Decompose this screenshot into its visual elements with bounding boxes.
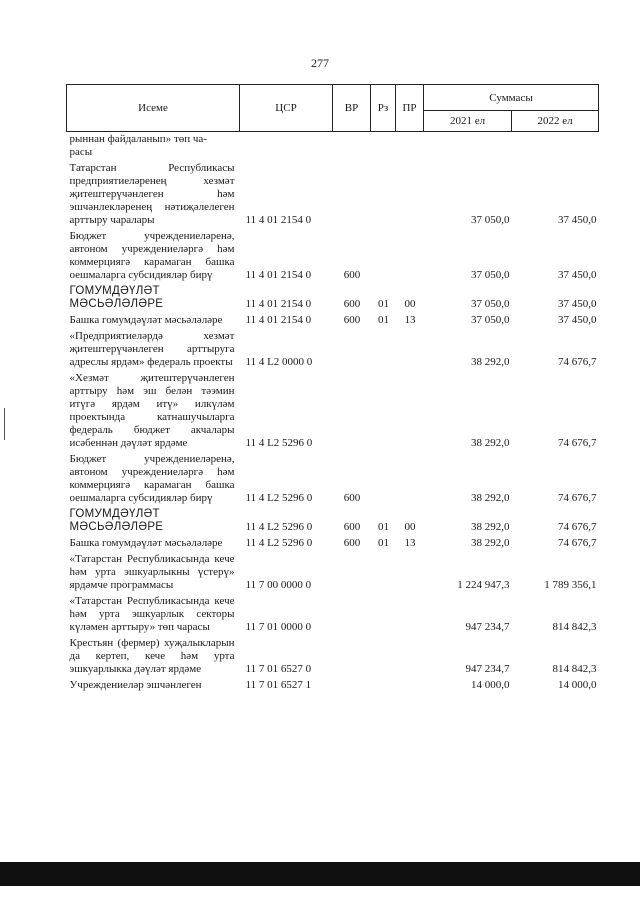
cell-csr: 11 7 01 0000 0 [245,621,312,633]
cell-rz: 01 [378,298,389,310]
table-row [67,329,599,371]
cell-name: Учреждениеләр эшчәнлеген [69,679,202,691]
cell-rz [371,452,396,507]
cell-csr: 11 4 L2 5296 0 [245,437,313,449]
cell-vr: 600 [343,314,361,326]
cell-sum-2021 [424,132,512,162]
header-year-2021: 2021 ел [424,111,512,132]
cell-sum-2021: 947 234,7 [465,621,510,633]
table-row [67,313,599,329]
page-number: 277 [311,56,329,70]
cell-vr: 600 [343,521,361,533]
table-row [67,678,599,694]
cell-sum-2021: 947 234,7 [465,663,510,675]
cell-pr [396,132,424,162]
cell-csr: 11 4 L2 5296 0 [245,537,313,549]
cell-vr [333,678,371,694]
cell-name: «Татарстан Республикасында кече һәм урта эшкуарлыкны үстерү» ярдәмче программасы [69,553,235,591]
header-vr: ВР [333,85,371,132]
table-row [67,636,599,678]
cell-sum-2021: 1 224 947,3 [457,579,510,591]
cell-vr [333,636,371,678]
table-row [67,284,599,313]
cell-name: рыннан файдаланып» төп ча- расы [69,133,207,158]
cell-csr: 11 7 01 6527 0 [245,663,312,675]
cell-sum-2022: 814 842,3 [552,663,597,675]
cell-vr: 600 [343,298,361,310]
cell-pr [396,678,424,694]
cell-name: ГОМУМДӘҮЛӘТ МӘСЬӘЛӘЛӘРЕ [69,285,164,310]
cell-name: Башка гомумдәүләт мәсьәләләре [69,314,223,326]
cell-sum-2021: 37 050,0 [471,298,510,310]
cell-rz [371,552,396,594]
cell-rz [371,371,396,452]
table-row [67,229,599,284]
cell-name: Крестьян (фермер) хуҗалыкларын да кертеп, кече һәм урта эшкуарлыкка дәүләт ярдәме [69,637,235,675]
cell-pr [396,161,424,229]
cell-sum-2022: 14 000,0 [558,679,597,691]
cell-vr [333,371,371,452]
cell-rz [371,329,396,371]
cell-sum-2022: 37 450,0 [558,269,597,281]
cell-pr [396,636,424,678]
table-row [67,452,599,507]
cell-sum-2021: 38 292,0 [471,437,510,449]
budget-table [66,84,599,694]
cell-sum-2021: 37 050,0 [471,214,510,226]
cell-csr: 11 4 01 2154 0 [245,214,312,226]
table-row [67,507,599,536]
cell-sum-2022: 74 676,7 [558,521,597,533]
cell-name: ГОМУМДӘҮЛӘТ МӘСЬӘЛӘЛӘРЕ [69,508,164,533]
cell-vr [333,161,371,229]
header-year-2022: 2022 ел [512,111,599,132]
cell-rz [371,594,396,636]
cell-pr [396,329,424,371]
cell-name: Бюджет учреждениеләренә, автоном учреждениеләргә һәм коммерциягә карамаган башка оешмаларга субсидияләр бирү [69,453,235,504]
cell-name: «Предприятиеләрдә хезмәт җитештерүчәнлеген арттыруга адреслы ярдәм» федераль проекты [69,330,235,368]
cell-name: Бюджет учреждениеләренә, автоном учреждениеләргә һәм коммерциягә карамаган башка оешмаларга субсидияләр бирү [69,230,235,281]
header-name: Исеме [67,85,240,132]
table-row [67,536,599,552]
cell-pr: 00 [404,521,416,533]
cell-sum-2022: 74 676,7 [558,537,597,549]
cell-sum-2022: 74 676,7 [558,356,597,368]
cell-pr: 13 [404,314,416,326]
cell-rz [371,132,396,162]
cell-vr: 600 [343,269,361,281]
margin-mark [4,408,5,440]
cell-sum-2022: 37 450,0 [558,314,597,326]
cell-sum-2022: 74 676,7 [558,492,597,504]
cell-sum-2022: 74 676,7 [558,437,597,449]
cell-csr: 11 4 L2 5296 0 [245,521,313,533]
cell-vr [333,552,371,594]
cell-vr [333,132,371,162]
cell-name: Башка гомумдәүләт мәсьәләләре [69,537,223,549]
cell-csr: 11 4 L2 0000 0 [245,356,313,368]
cell-pr [396,452,424,507]
header-sums: Суммасы [424,85,599,111]
header-csr: ЦСР [240,85,333,132]
header-pr: ПР [396,85,424,132]
cell-sum-2021: 14 000,0 [471,679,510,691]
cell-csr: 11 7 00 0000 0 [245,579,312,591]
table-row [67,371,599,452]
cell-csr: 11 7 01 6527 1 [245,679,312,691]
cell-sum-2022: 814 842,3 [552,621,597,633]
cell-vr: 600 [343,492,361,504]
cell-rz [371,636,396,678]
cell-sum-2021: 38 292,0 [471,356,510,368]
cell-sum-2021: 37 050,0 [471,314,510,326]
table-row [67,594,599,636]
header-rz: Рз [371,85,396,132]
cell-pr [396,594,424,636]
scan-border-bar [0,862,640,886]
cell-sum-2022 [512,132,599,162]
cell-sum-2021: 38 292,0 [471,537,510,549]
cell-sum-2022: 1 789 356,1 [544,579,597,591]
table-header [67,85,599,132]
table-row [67,161,599,229]
cell-csr: 11 4 01 2154 0 [245,269,312,281]
cell-csr: 11 4 01 2154 0 [245,314,312,326]
cell-sum-2022: 37 450,0 [558,298,597,310]
cell-csr [240,132,333,162]
cell-sum-2021: 37 050,0 [471,269,510,281]
cell-sum-2021: 38 292,0 [471,492,510,504]
cell-vr [333,329,371,371]
cell-vr: 600 [343,537,361,549]
cell-name: «Татарстан Республикасында кече һәм урта эшкуарлык секторы күләмен арттыру» төп чарасы [69,595,235,633]
cell-name: Татарстан Республикасы предприятиеләренең хезмәт җитештерүчәнлеген һәм эшчәнлекләренең нәтиҗәлелеген арттыру чаралары [69,162,235,226]
table-row [67,552,599,594]
cell-rz: 01 [378,537,389,549]
cell-rz [371,678,396,694]
cell-pr: 13 [404,537,416,549]
cell-rz [371,229,396,284]
cell-csr: 11 4 01 2154 0 [245,298,312,310]
cell-sum-2022: 37 450,0 [558,214,597,226]
cell-rz [371,161,396,229]
cell-rz: 01 [378,521,389,533]
table-row [67,132,599,162]
cell-sum-2021: 38 292,0 [471,521,510,533]
cell-name: «Хезмәт җитештерүчәнлеген арттыру һәм эш белән тәэмин итүгә ярдәм итү» илкүләм проектында катнашучыларга федераль бюджет акчалары исәбеннән дәүләт ярдәме [69,372,235,449]
table-body [67,132,599,695]
cell-rz: 01 [378,314,389,326]
cell-pr: 00 [404,298,416,310]
cell-pr [396,229,424,284]
cell-pr [396,552,424,594]
cell-csr: 11 4 L2 5296 0 [245,492,313,504]
cell-vr [333,594,371,636]
cell-pr [396,371,424,452]
